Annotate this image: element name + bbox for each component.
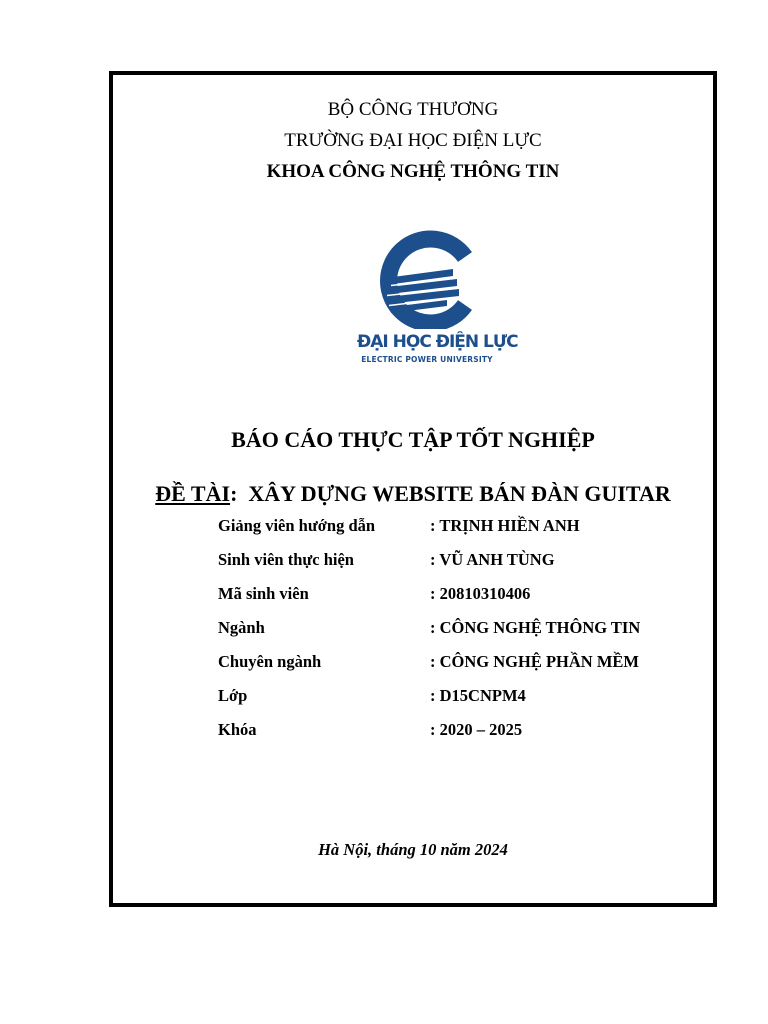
topic-label: ĐỀ TÀI xyxy=(155,481,231,506)
logo-university-name: ĐẠI HỌC ĐIỆN LỰC xyxy=(357,332,518,352)
topic-text: XÂY DỰNG WEBSITE BÁN ĐÀN GUITAR xyxy=(248,481,671,506)
info-label: Ngành xyxy=(218,618,265,637)
faculty-heading: KHOA CÔNG NGHỆ THÔNG TIN xyxy=(266,161,560,182)
info-value: : CÔNG NGHỆ PHẦN MỀM xyxy=(430,652,639,671)
info-value: : D15CNPM4 xyxy=(430,686,526,705)
university-logo xyxy=(357,229,518,379)
university-logo-icon xyxy=(357,229,497,329)
info-value: : VŨ ANH TÙNG xyxy=(430,550,555,569)
report-topic xyxy=(113,481,713,507)
place-date: Hà Nội, tháng 10 năm 2024 xyxy=(318,840,508,859)
info-row-class xyxy=(218,685,698,719)
info-value: : 2020 – 2025 xyxy=(430,720,523,739)
info-value: : CÔNG NGHỆ THÔNG TIN xyxy=(430,618,641,637)
info-row-specialization xyxy=(218,651,698,685)
info-row-student xyxy=(218,549,698,583)
university-heading: TRƯỜNG ĐẠI HỌC ĐIỆN LỰC xyxy=(284,130,542,151)
info-value: : 20810310406 xyxy=(430,584,531,603)
info-row-student-id xyxy=(218,583,698,617)
info-row-course xyxy=(218,719,698,753)
info-value: : TRỊNH HIỀN ANH xyxy=(430,516,580,535)
student-info-table xyxy=(218,515,698,753)
ministry-heading: BỘ CÔNG THƯƠNG xyxy=(327,99,499,120)
page-border-frame xyxy=(109,71,717,907)
logo-university-subtitle: ELECTRIC POWER UNIVERSITY xyxy=(361,355,493,364)
report-title: BÁO CÁO THỰC TẬP TỐT NGHIỆP xyxy=(231,427,595,452)
info-label: Chuyên ngành xyxy=(218,652,322,671)
info-label: Sinh viên thực hiện xyxy=(218,550,354,569)
info-label: Khóa xyxy=(218,720,257,739)
info-row-major xyxy=(218,617,698,651)
info-label: Giảng viên hướng dẫn xyxy=(218,516,376,535)
topic-separator: : xyxy=(230,481,238,506)
info-label: Mã sinh viên xyxy=(218,584,309,603)
info-label: Lớp xyxy=(218,686,248,705)
info-row-advisor xyxy=(218,515,698,549)
